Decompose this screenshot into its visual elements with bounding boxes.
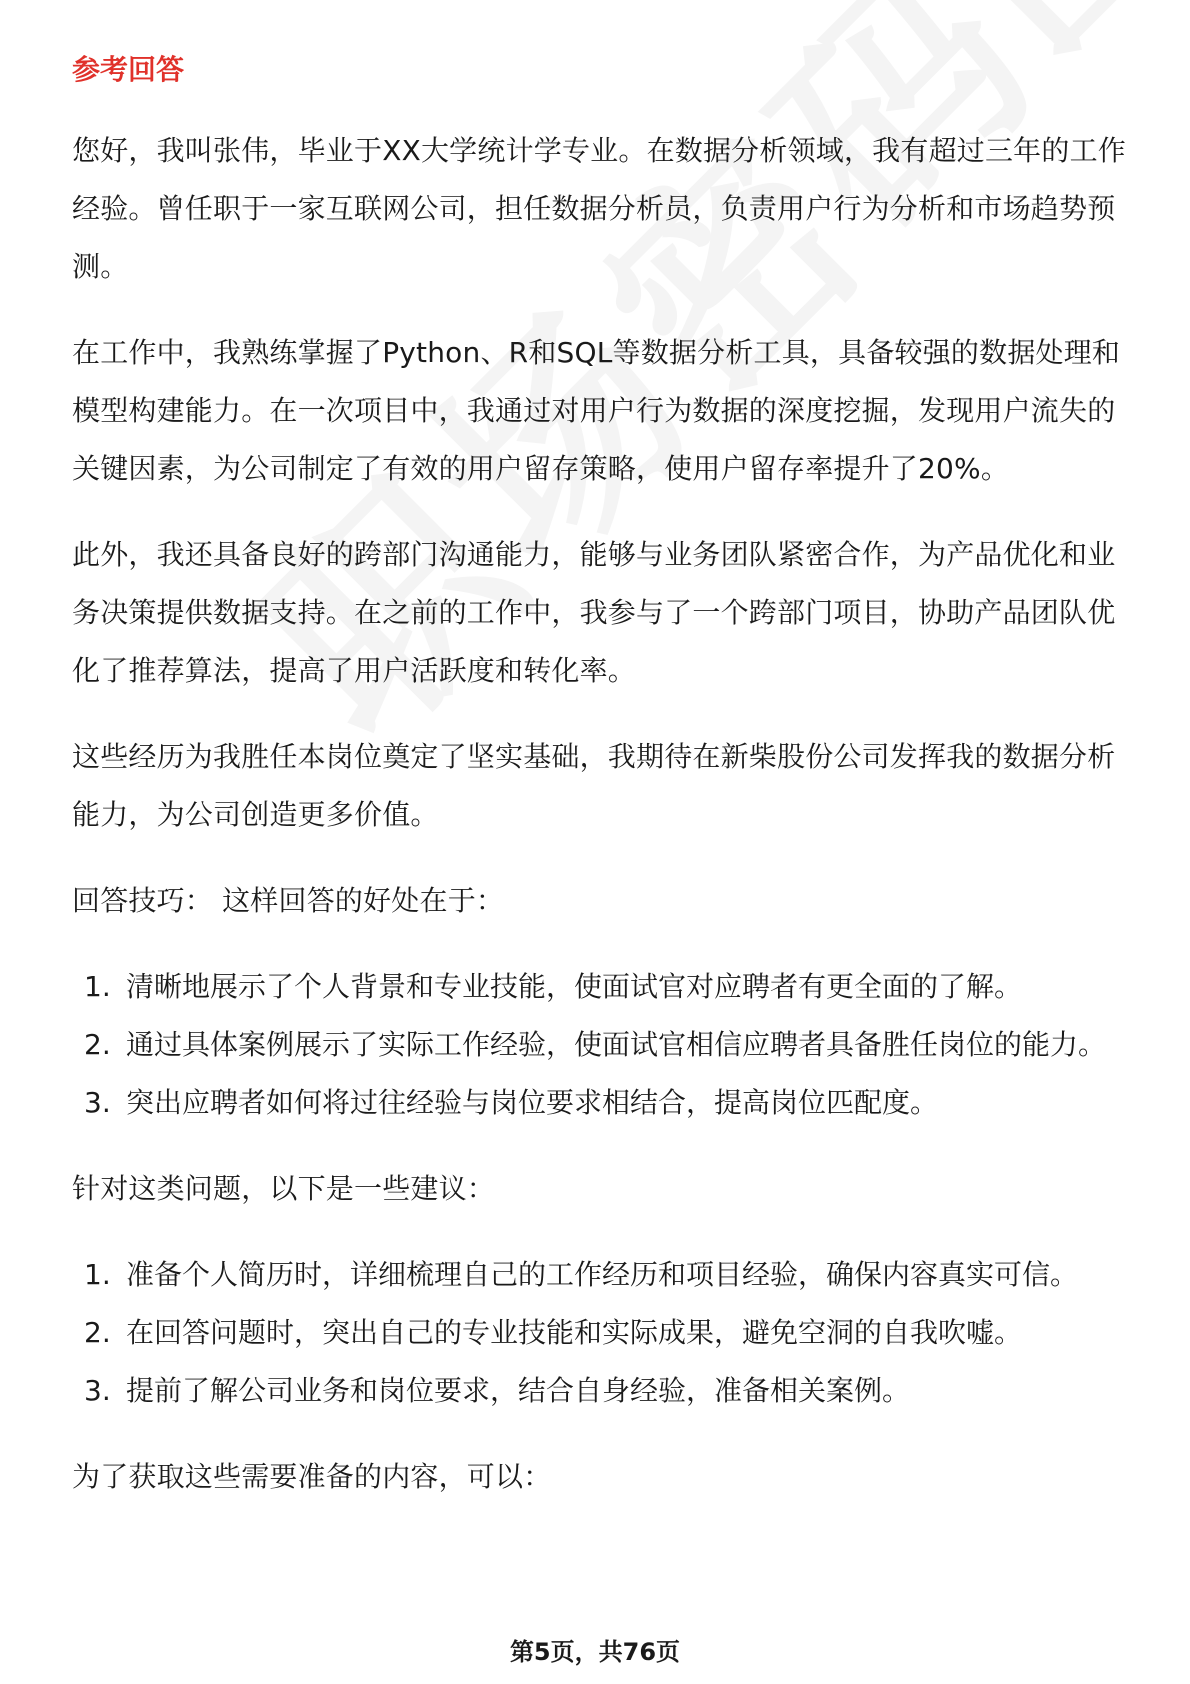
list-text: 通过具体案例展示了实际工作经验，使面试官相信应聘者具备胜任岗位的能力。 — [126, 1028, 1107, 1061]
paragraph: 此外，我还具备良好的跨部门沟通能力，能够与业务团队紧密合作，为产品优化和业务决策提供数据支持。在之前的工作中，我参与了一个跨部门项目，协助产品团队优化了推荐算法，提高了用户活跃度和转化率。 — [72, 538, 1116, 687]
list-number: 3. — [84, 1086, 111, 1119]
advice-intro: 针对这类问题，以下是一些建议： — [72, 1172, 496, 1205]
list-number: 2. — [84, 1316, 111, 1349]
paragraph: 您好，我叫张伟，毕业于XX大学统计学专业。在数据分析领域，我有超过三年的工作经验。曾任职于一家互联网公司，担任数据分析员，负责用户行为分析和市场趋势预测。 — [72, 134, 1126, 283]
tips-intro: 回答技巧： 这样回答的好处在于： — [72, 884, 505, 917]
list-number: 1. — [84, 1258, 111, 1291]
list-number: 3. — [84, 1374, 111, 1407]
paragraph: 在工作中，我熟练掌握了Python、R和SQL等数据分析工具，具备较强的数据处理和模型构建能力。在一次项目中，我通过对用户行为数据的深度挖掘，发现用户流失的关键因素，为公司制定了有效的用户留存策略，使用户留存率提升了20%。 — [72, 336, 1121, 485]
closing-line: 为了获取这些需要准备的内容，可以： — [72, 1460, 552, 1493]
list-number: 2. — [84, 1028, 111, 1061]
list-item — [72, 958, 1132, 1016]
section-heading: 参考回答 — [72, 53, 185, 86]
paragraph: 这些经历为我胜任本岗位奠定了坚实基础，我期待在新柴股份公司发挥我的数据分析能力，为公司创造更多价值。 — [72, 740, 1116, 831]
page-footer: 第5页，共76页 — [509, 1638, 681, 1666]
list-item — [72, 1016, 1132, 1074]
list-text: 准备个人简历时，详细梳理自己的工作经历和项目经验，确保内容真实可信。 — [126, 1258, 1079, 1291]
list-text: 清晰地展示了个人背景和专业技能，使面试官对应聘者有更全面的了解。 — [126, 970, 1023, 1003]
advice-list — [72, 1246, 1132, 1420]
list-number: 1. — [84, 970, 111, 1003]
list-item — [72, 1304, 1132, 1362]
list-text: 提前了解公司业务和岗位要求，结合自身经验，准备相关案例。 — [126, 1374, 911, 1407]
list-item — [72, 1074, 1132, 1132]
list-text: 在回答问题时，突出自己的专业技能和实际成果，避免空洞的自我吹嘘。 — [126, 1316, 1023, 1349]
list-text: 突出应聘者如何将过往经验与岗位要求相结合，提高岗位匹配度。 — [126, 1086, 939, 1119]
list-item — [72, 1246, 1132, 1304]
document-body — [72, 48, 1132, 1534]
tips-list — [72, 958, 1132, 1132]
list-item — [72, 1362, 1132, 1420]
